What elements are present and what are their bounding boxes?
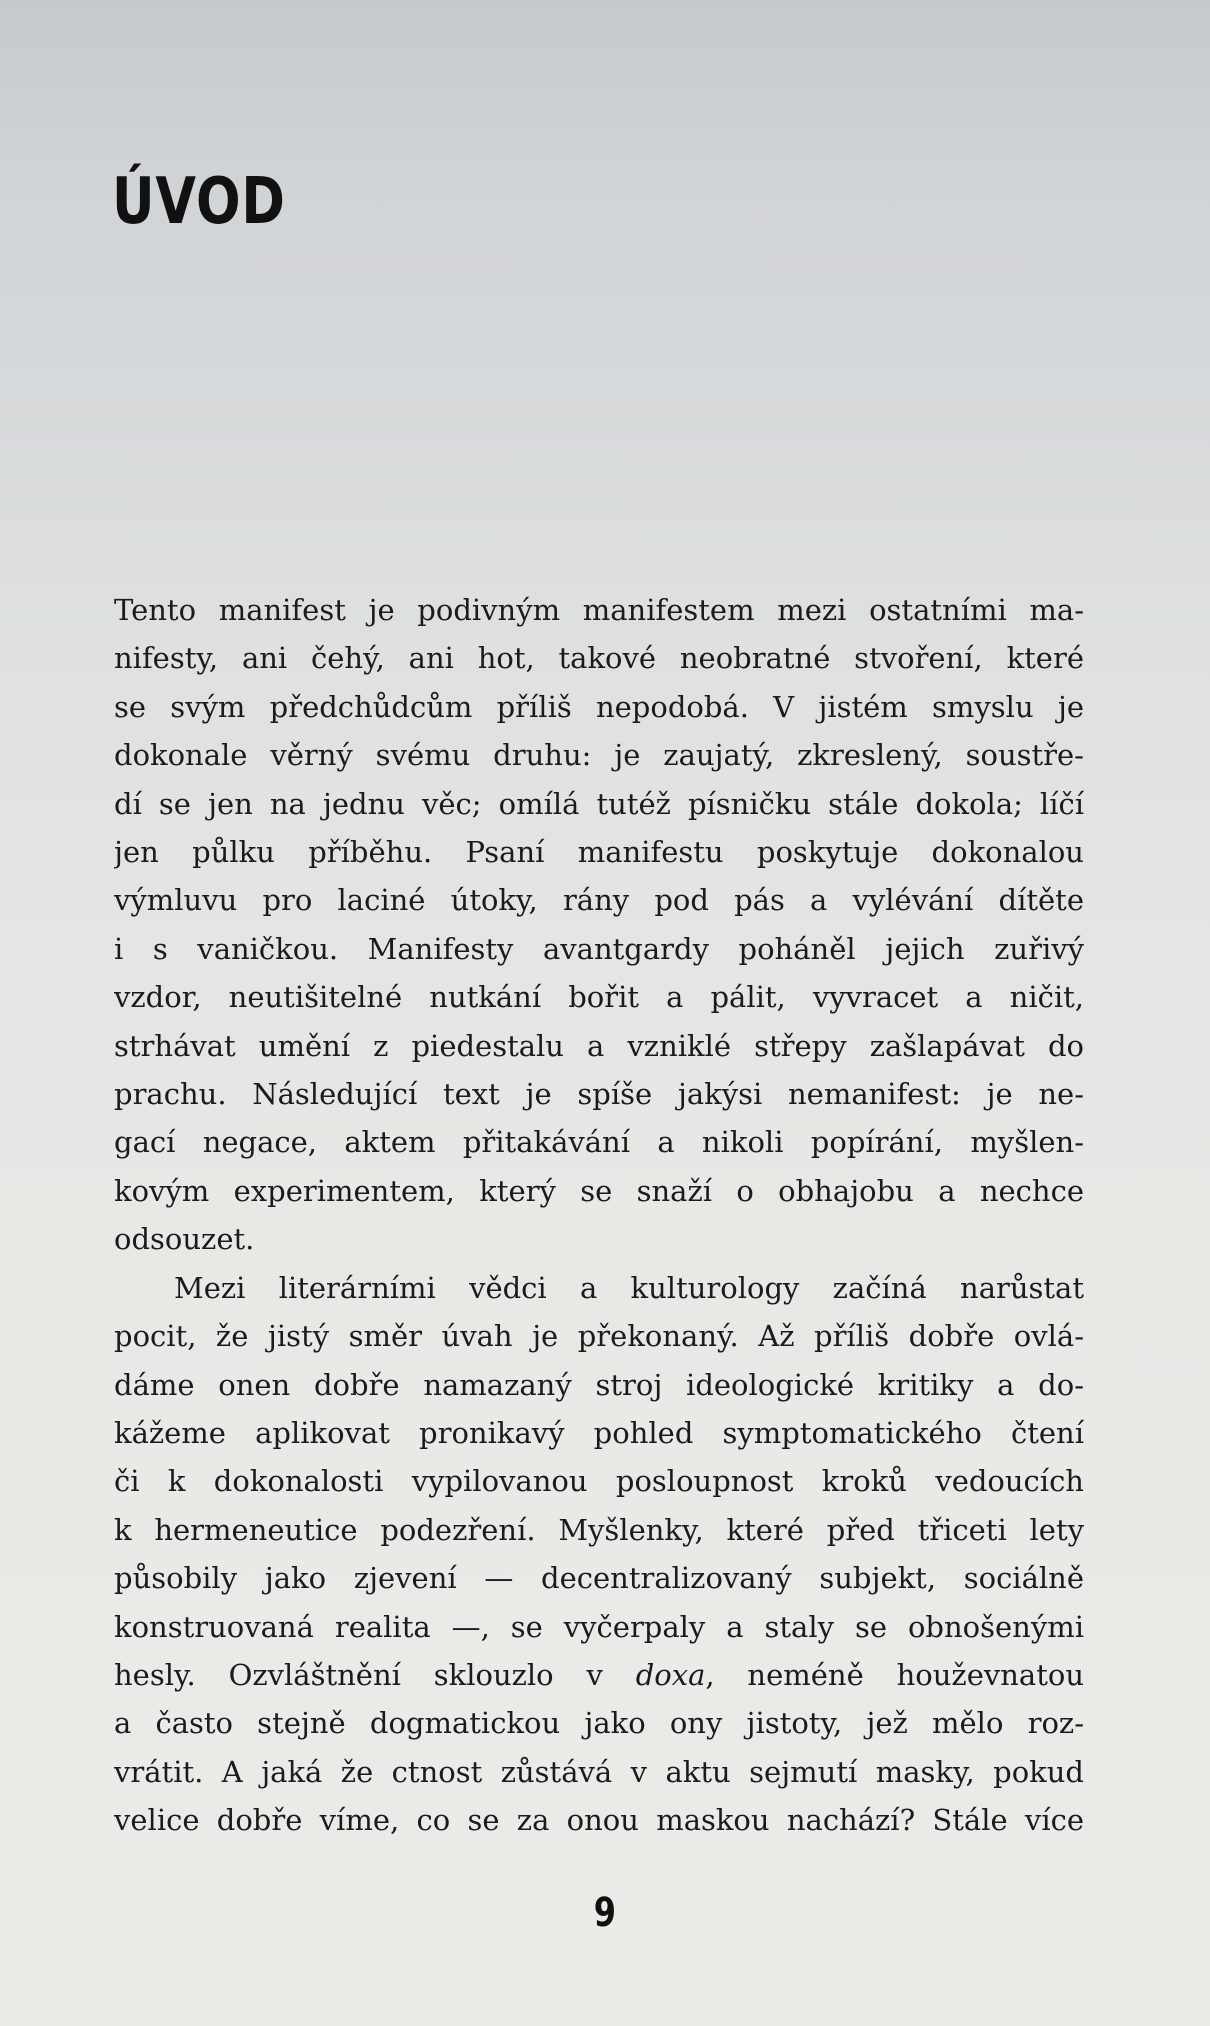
text-line: hesly. Ozvláštnění sklouzlo v doxa, neméně houževnatou (114, 1657, 1084, 1692)
text-line: výmluvu pro laciné útoky, rány pod pás a vylévání dítěte (114, 883, 1084, 918)
text-line: a často stejně dogmatickou jako ony jistoty, jež mělo roz- (114, 1706, 1084, 1741)
text-line: dí se jen na jednu věc; omílá tutéž písničku stále dokola; líčí (114, 786, 1084, 821)
page-number-value: 9 (593, 1890, 617, 1936)
text-line: Mezi literárními vědci a kulturology začíná narůstat (174, 1270, 1084, 1305)
text-line: kovým experimentem, který se snaží o obhajobu a nechce (114, 1173, 1084, 1208)
text-line: jen půlku příběhu. Psaní manifestu poskytuje dokonalou (114, 835, 1084, 870)
paragraph-2 (114, 1264, 1084, 1845)
text-line: vzdor, neutišitelné nutkání bořit a pálit, vyvracet a ničit, (114, 980, 1084, 1015)
text-line: dáme onen dobře namazaný stroj ideologické kritiky a do- (114, 1367, 1084, 1402)
text-line: velice dobře víme, co se za onou maskou nachází? Stále více (114, 1803, 1084, 1838)
text-line: či k dokonalosti vypilovanou posloupnost kroků vedoucích (114, 1464, 1084, 1499)
text-line: kážeme aplikovat pronikavý pohled symptomatického čtení (114, 1415, 1084, 1450)
text-line: působily jako zjevení — decentralizovaný subjekt, sociálně (114, 1561, 1084, 1596)
text-line: pocit, že jistý směr úvah je překonaný. Až příliš dobře ovlá- (114, 1319, 1084, 1354)
text-line: prachu. Následující text je spíše jakýsi nemanifest: je ne- (114, 1077, 1084, 1112)
text-line: strhávat umění z piedestalu a vzniklé střepy zašlapávat do (114, 1028, 1084, 1063)
chapter-title: ÚVOD (112, 165, 286, 239)
text-line: vrátit. A jaká že ctnost zůstává v aktu sejmutí masky, pokud (114, 1754, 1084, 1789)
text-line: se svým předchůdcům příliš nepodobá. V jistém smyslu je (114, 689, 1084, 724)
text-line: Tento manifest je podivným manifestem mezi ostatními ma- (114, 593, 1084, 627)
page-number (0, 1890, 1210, 1936)
text-line: dokonale věrný svému druhu: je zaujatý, zkreslený, soustře- (114, 738, 1084, 773)
text-line: nifesty, ani čehý, ani hot, takové neobratné stvoření, které (114, 641, 1084, 676)
text-line: k hermeneutice podezření. Myšlenky, které před třiceti lety (114, 1512, 1084, 1547)
text-line: konstruovaná realita —, se vyčerpaly a staly se obnošenými (114, 1609, 1084, 1644)
text-line: i s vaničkou. Manifesty avantgardy poháněl jejich zuřivý (114, 931, 1084, 966)
text-line: gací negace, aktem přitakávání a nikoli popírání, myšlen- (114, 1125, 1084, 1160)
body-text (114, 586, 1084, 1845)
paragraph-1 (114, 586, 1084, 1264)
text-line: odsouzet. (114, 1222, 255, 1257)
